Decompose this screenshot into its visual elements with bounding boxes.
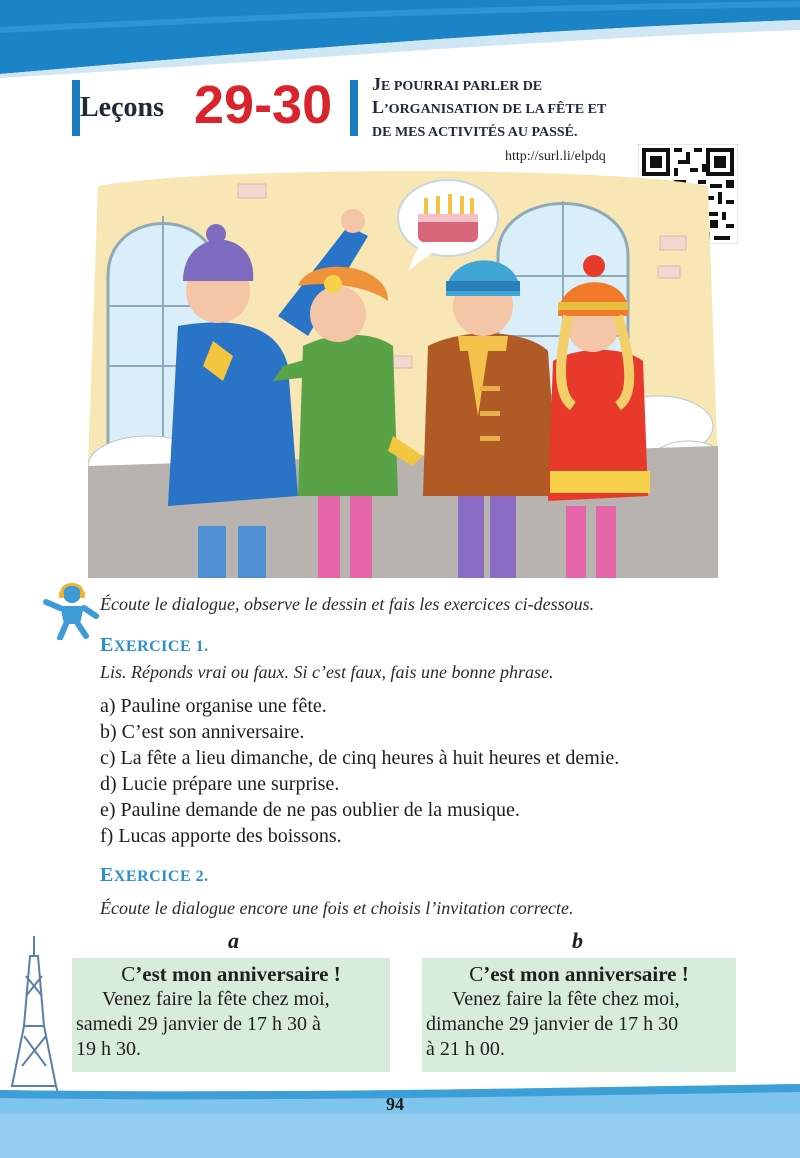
- invitation-card-b[interactable]: [422, 958, 736, 1072]
- invitation-heading: C’est mon anniversaire !: [121, 962, 341, 986]
- exercise-1-title: EXERCICE 1.: [100, 634, 209, 656]
- lesson-badge: [72, 75, 358, 136]
- objective-line: JE POURRAI PARLER DE: [372, 74, 543, 94]
- statement-item: f) Lucas apporte des boissons.: [100, 825, 342, 847]
- lesson-label: Leçons: [80, 92, 164, 123]
- objective-line: DE MES ACTIVITÉS AU PASSÉ.: [372, 125, 578, 140]
- invitation-heading: C’est mon anniversaire !: [469, 962, 689, 986]
- exercise-2-title: EXERCICE 2.: [100, 864, 209, 886]
- lesson-objective: [372, 74, 672, 143]
- children-party-illustration: [88, 166, 718, 578]
- invitation-line: Venez faire la fête chez moi,: [102, 988, 330, 1010]
- statement-item: e) Pauline demande de ne pas oublier de la musique.: [100, 799, 520, 821]
- lesson-numbers: 29-30: [194, 75, 333, 135]
- option-a-letter: a: [228, 928, 239, 953]
- exercise-1-instruction: Lis. Réponds vrai ou faux. Si c’est faux, fais une bonne phrase.: [100, 662, 554, 682]
- qr-url-link[interactable]: http://surl.li/elpdq: [505, 149, 606, 164]
- exercise-2-instruction: Écoute le dialogue encore une fois et choisis l’invitation correcte.: [100, 898, 574, 918]
- listening-figure-icon: [40, 582, 100, 640]
- invitation-line: samedi 29 janvier de 17 h 30 à: [76, 1013, 321, 1035]
- statement-item: a) Pauline organise une fête.: [100, 695, 327, 717]
- statement-item: b) C’est son anniversaire.: [100, 721, 305, 743]
- invitation-line: à 21 h 00.: [426, 1038, 505, 1060]
- statement-item: c) La fête a lieu dimanche, de cinq heures à huit heures et demie.: [100, 747, 620, 769]
- exercise-1-statements: [100, 693, 619, 849]
- page-number: 94: [386, 1094, 404, 1114]
- option-b-letter: b: [572, 928, 583, 953]
- header-band: [0, 0, 800, 78]
- invitation-line: Venez faire la fête chez moi,: [452, 988, 680, 1010]
- invitation-line: dimanche 29 janvier de 17 h 30: [426, 1013, 679, 1035]
- invitation-line: 19 h 30.: [76, 1038, 141, 1060]
- statement-item: d) Lucie prépare une surprise.: [100, 773, 340, 795]
- objective-line: L’ORGANISATION DE LA FÊTE ET: [372, 97, 607, 117]
- general-instruction: Écoute le dialogue, observe le dessin et fais les exercices ci-dessous.: [100, 594, 595, 614]
- invitation-card-a[interactable]: [72, 958, 390, 1072]
